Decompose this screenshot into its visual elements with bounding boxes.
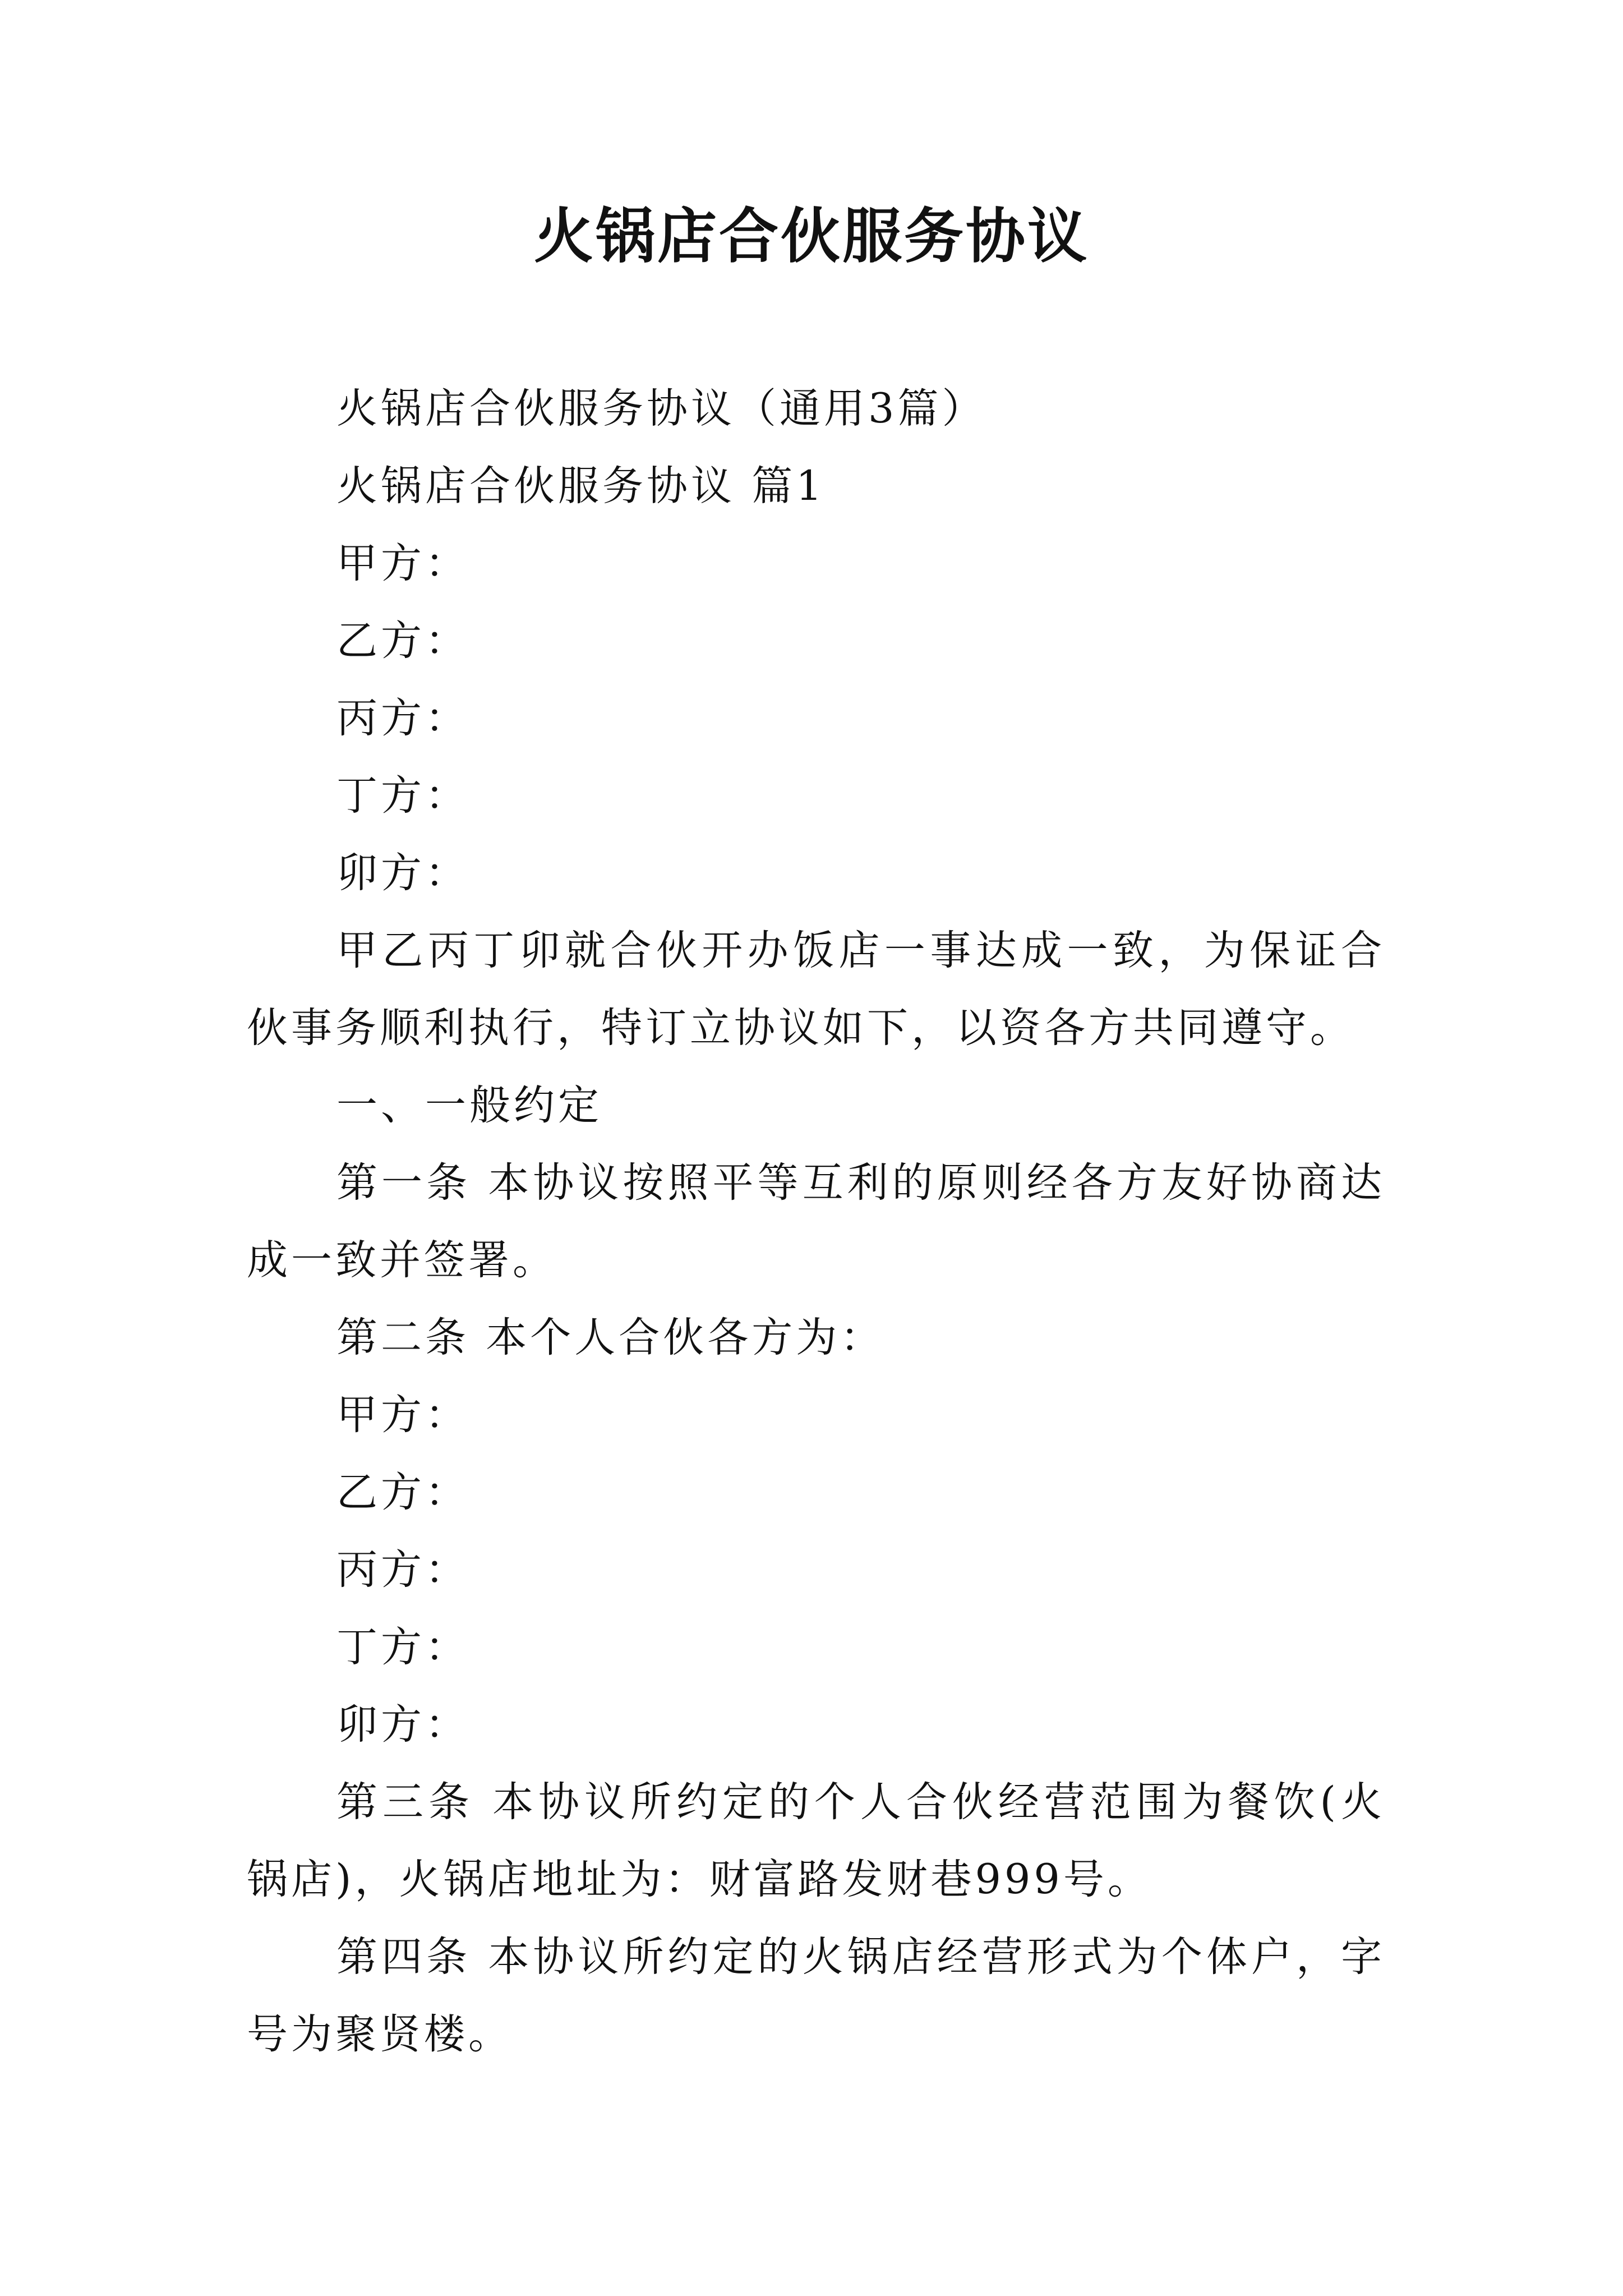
intro-paragraph: 甲乙丙丁卯就合伙开办饭店一事达成一致，为保证合伙事务顺利执行，特订立协议如下，以资各方共同遵守。 — [247, 927, 1385, 1052]
party-line: 甲方： — [336, 540, 469, 587]
party-line: 甲方： — [336, 1391, 469, 1439]
party-line: 丙方： — [336, 1546, 469, 1594]
document-title: 火锅店合伙服务协议 — [534, 202, 1089, 271]
document-body — [247, 370, 1385, 2073]
article-paragraph: 第四条 本协议所约定的火锅店经营形式为个体户，字号为聚贤楼。 — [247, 1933, 1385, 2058]
party-line: 乙方： — [336, 617, 469, 665]
subtitle-line: 火锅店合伙服务协议（通用3篇） — [336, 385, 986, 432]
article-paragraph: 第三条 本协议所约定的个人合伙经营范围为餐饮(火锅店)，火锅店地址为：财富路发财巷999号。 — [247, 1778, 1385, 1903]
chapter-heading: 一、一般约定 — [336, 1082, 602, 1129]
party-line: 丁方： — [336, 772, 469, 820]
article-paragraph: 第一条 本协议按照平等互利的原则经各方友好协商达成一致并签署。 — [247, 1159, 1385, 1284]
article-paragraph: 第二条 本个人合伙各方为： — [336, 1314, 885, 1361]
party-line: 卯方： — [336, 1701, 469, 1749]
party-line: 丁方： — [336, 1623, 469, 1671]
party-line: 卯方： — [336, 849, 469, 897]
section-heading: 火锅店合伙服务协议 篇1 — [336, 462, 826, 510]
party-line: 乙方： — [336, 1469, 469, 1516]
party-line: 丙方： — [336, 694, 469, 742]
